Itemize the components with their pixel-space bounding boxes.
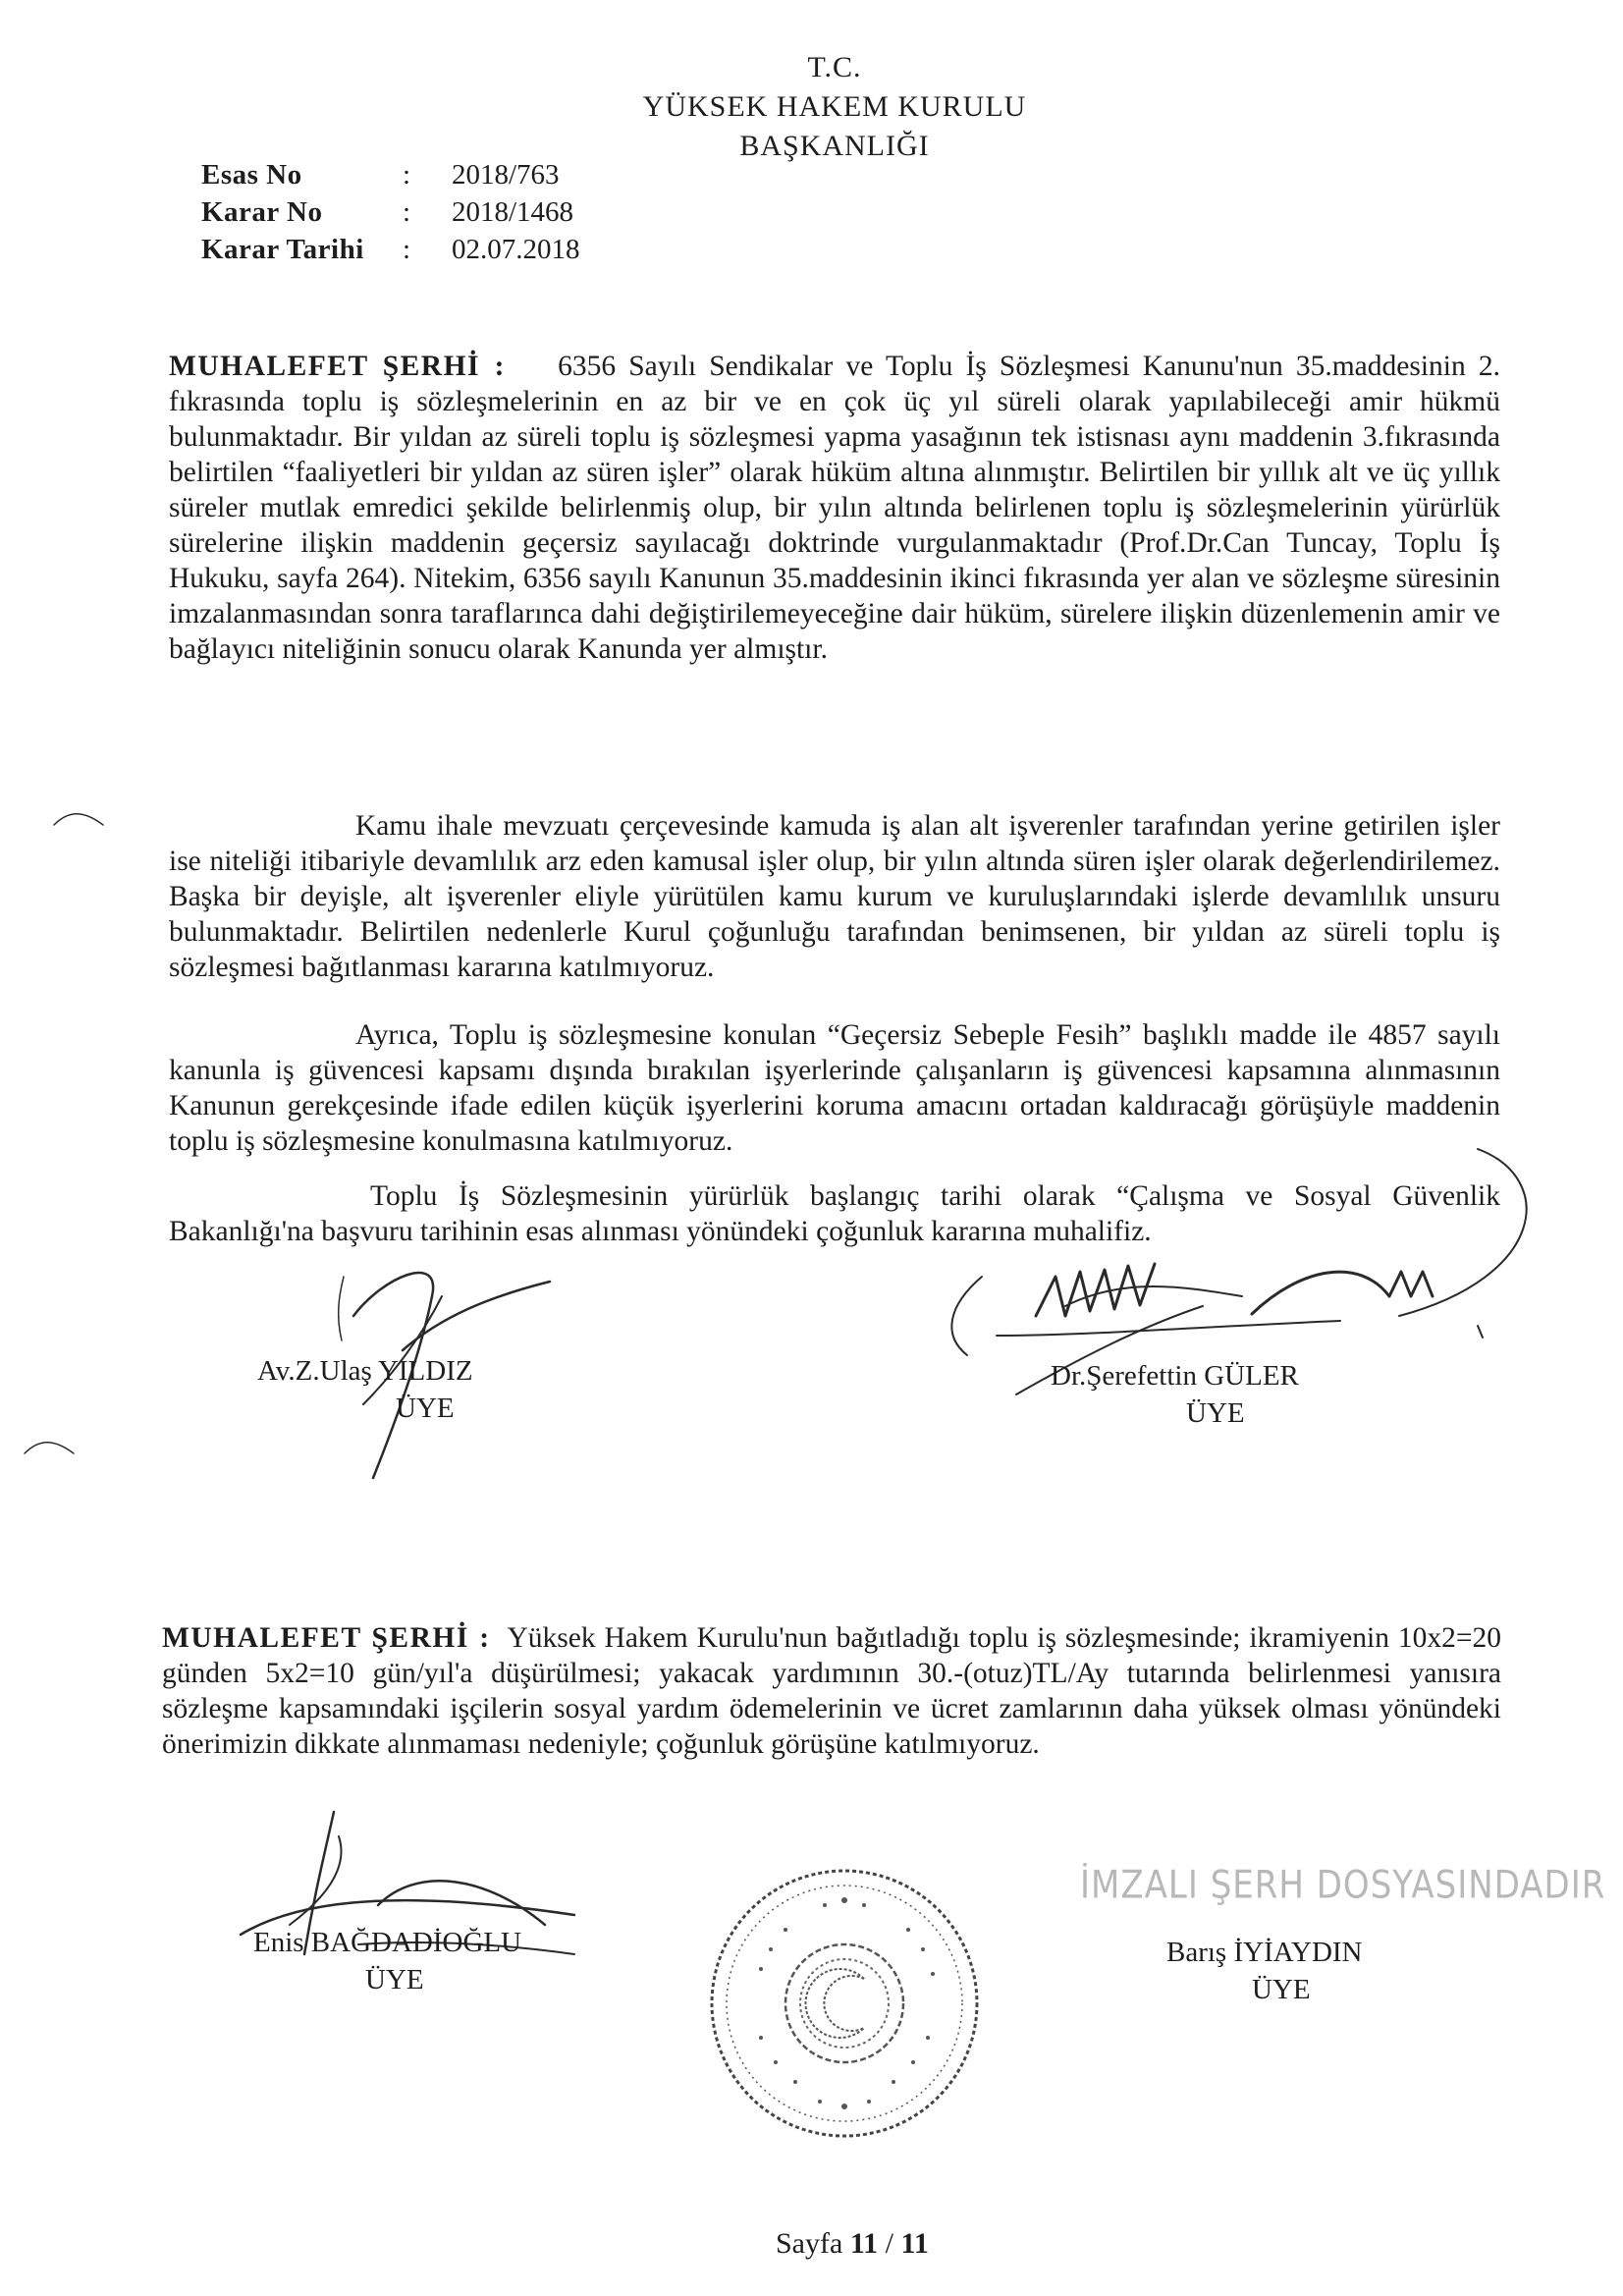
signer-bagdadioglu-name: Enis BAĞDADİOĞLU <box>253 1927 522 1958</box>
opinion1-para4-text: Toplu İş Sözleşmesinin yürürlük başlangıç tarihi olarak “Çalışma ve Sosyal Güvenlik Bakanlığı'na başvuru tarihinin esas alınması yönündeki çoğunluk kararına muhalifiz. <box>169 1180 1500 1247</box>
opinion1-heading: MUHALEFET ŞERHİ : <box>169 351 506 382</box>
signer-guler-name: Dr.Şerefettin GÜLER <box>1051 1360 1299 1392</box>
page-sep: / <box>885 2227 894 2260</box>
signer-yildiz-role: ÜYE <box>396 1393 455 1424</box>
opinion1-para3-text: Ayrıca, Toplu iş sözleşmesine konulan “Geçersiz Sebeple Fesih” başlıklı madde ile 4857 sayılı kanunla iş güvencesi kapsamı dışında bırakılan işyerlerinde çalışanların iş güvencesi kapsamına alınmasının Kanunun gerekçesinde ifade edilen küçük işyerlerini koruma amacını ortadan kaldıracağı görüşüyle maddenin toplu iş sözleşmesine konulmasına katılmıyoruz. <box>169 1019 1500 1157</box>
opinion1-para2 <box>169 808 1500 985</box>
page-number <box>776 2227 929 2261</box>
header-tc: T.C. <box>807 51 862 83</box>
header-institution: YÜKSEK HAKEM KURULU <box>642 90 1027 123</box>
meta-label: Esas No <box>201 159 302 191</box>
signer-iyiaydin-name: Barış İYİAYDIN <box>1166 1937 1363 1968</box>
page-label: Sayfa <box>776 2227 843 2260</box>
opinion1-para1-text: 6356 Sayılı Sendikalar ve Toplu İş Sözleşmesi Kanunu'nun 35.maddesinin 2. fıkrasında toplu iş sözleşmelerinin en az bir ve en çok üç yıl süreli olarak yapılabileceği amir hükmü bulunmaktadır. Bir yıldan az süreli toplu iş sözleşmesi yapma yasağının tek istisnası aynı maddenin 3.fıkrasında belirtilen “faaliyetleri bir yıldan az süren işler” olarak hüküm altına alınmıştır. Belirtilen bir yıllık alt ve üç yıllık süreler mutlak emredici şekilde belirlenmiş olup, bir yılın altında belirlenen toplu iş sözleşmelerinin yürürlük sürelerine ilişkin maddenin geçersiz sayılacağı doktrinde vurgulanmaktadır (Prof.Dr.Can Tuncay, Toplu İş Hukuku, sayfa 264). Nitekim, 6356 sayılı Kanunun 35.maddesinin ikinci fıkrasında yer alan ve sözleşme süresinin imzalanmasından sonra taraflarınca dahi değiştirilemeyeceğine dair hüküm, sürelere ilişkin düzenlemenin amir ve bağlayıcı niteliğinin sonucu olarak Kanunda yer almıştır. <box>169 351 1501 665</box>
opinion2-heading: MUHALEFET ŞERHİ : <box>162 1622 491 1654</box>
opinion2-text: Yüksek Hakem Kurulu'nun bağıtladığı toplu iş sözleşmesinde; ikramiyenin 10x2=20 günden 5x2=10 gün/yıl'a düşürülmesi; yakacak yardımının 30.-(otuz)TL/Ay tutarında belirlenmesi yanısıra sözleşme kapsamındaki işçilerin sosyal yardım ödemelerinin ve ücret zamlarının daha yüksek olması yönündeki önerimizin dikkate alınmaması nedeniyle; çoğunluk görüşüne katılmıyoruz. <box>162 1622 1501 1760</box>
official-seal-icon <box>702 1861 987 2146</box>
signer-bagdadioglu-role: ÜYE <box>365 1964 424 1995</box>
page-total: 11 <box>900 2227 929 2260</box>
signer-yildiz-name: Av.Z.Ulaş YILDIZ <box>257 1355 473 1387</box>
signer-iyiaydin-role: ÜYE <box>1252 1974 1311 2005</box>
meta-label: Karar Tarihi <box>201 234 364 265</box>
opinion1-para3 <box>169 1017 1500 1159</box>
opinion1-para1 <box>169 349 1500 667</box>
page-current: 11 <box>849 2227 879 2260</box>
opinion1-para2-text: Kamu ihale mevzuatı çerçevesinde kamuda iş alan alt işverenler tarafından yerine getirilen işler ise niteliği itibariyle devamlılık arz eden kamusal işler olup, bir yılın altında süren işler olarak değerlendirilemez. Başka bir deyişle, alt işverenler eliyle yürütülen kamu kurum ve kuruluşlarındaki işlerde devamlılık unsuru bulunmaktadır. Belirtilen nedenlerle Kurul çoğunluğu tarafından benimsenen, bir yıldan az süreli toplu iş sözleşmesi bağıtlanması kararına katılmıyoruz. <box>169 810 1500 983</box>
header-presidency: BAŞKANLIĞI <box>739 130 930 162</box>
signer-guler-role: ÜYE <box>1186 1397 1245 1429</box>
meta-value: 2018/763 <box>452 159 560 191</box>
meta-sep: : <box>403 159 411 191</box>
signed-copy-stamp: İMZALI ŞERH DOSYASINDADIR <box>1080 1863 1606 1908</box>
meta-sep: : <box>403 234 411 265</box>
meta-value: 2018/1468 <box>452 196 574 228</box>
margin-mark-icon <box>49 805 108 835</box>
margin-mark-icon <box>20 1434 79 1463</box>
opinion2-para <box>162 1620 1501 1762</box>
meta-label: Karar No <box>201 196 323 228</box>
meta-sep: : <box>403 196 411 228</box>
meta-value: 02.07.2018 <box>452 234 580 265</box>
